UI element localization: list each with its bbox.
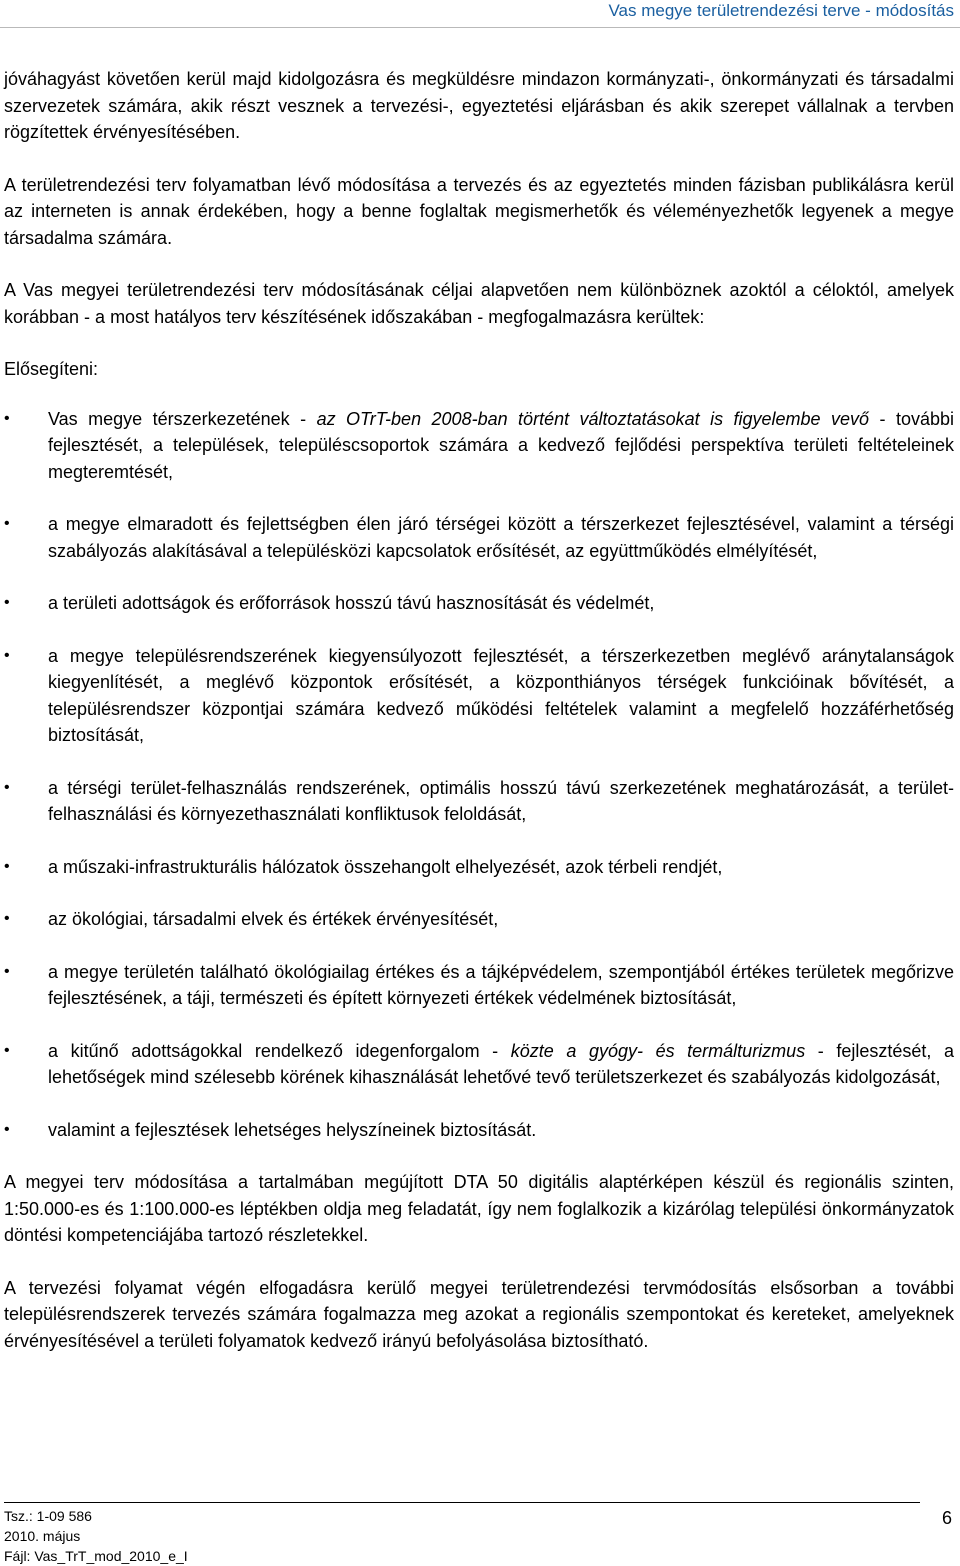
paragraph-publication: A területrendezési terv folyamatban lévő módosítása a tervezés és az egyeztetés minden fázisban publikálásra kerül az interneten is annak érdekében, hogy a benne foglaltak megismerhetők és véleményezhetők legyenek a megye társadalma számára. bbox=[4, 174, 954, 248]
page-number: 6 bbox=[941, 1508, 952, 1528]
list-item: • a kitűnő adottságokkal rendelkező idegenforgalom - közte a gyógy- és termálturizmus - fejlesztését, a lehetőségek mind szélesebb körének kihasználását lehetővé tevő területszerkezet és szabályozás kidolgozását, bbox=[4, 1038, 954, 1091]
list-item: • a területi adottságok és erőforrások hosszú távú hasznosítását és védelmét, bbox=[4, 590, 954, 617]
list-item: • a műszaki-infrastrukturális hálózatok összehangolt elhelyezését, azok térbeli rendjét, bbox=[4, 854, 954, 881]
bullet-icon: • bbox=[4, 1041, 10, 1059]
bullet-icon: • bbox=[4, 409, 10, 427]
paragraph-dta50: A megyei terv módosítása a tartalmában megújított DTA 50 digitális alaptérképen készül és regionális szinten, 1:50.000-es és 1:100.000-es léptékben oldja meg feladatát, így nem foglalkozik a kizárólag települési önkormányzatok döntési kompetenciájába tartozó részletekkel. bbox=[4, 1172, 954, 1245]
running-header: Vas megye területrendezési terve - módosítás bbox=[608, 1, 954, 20]
bullet-icon: • bbox=[4, 594, 10, 611]
bullet-icon: • bbox=[4, 910, 10, 927]
list-item: • a megye elmaradott és fejlettségben élen járó térségei között a térszerkezet fejlesztésével, valamint a térségi szabályozás alakításával a településközi kapcsolatok erősítését, az együttműködés elmélyítését, bbox=[4, 511, 954, 564]
bullet-icon: • bbox=[4, 1120, 10, 1138]
bullet-icon: • bbox=[4, 962, 10, 980]
document-body bbox=[4, 66, 954, 1354]
bullet-icon: • bbox=[4, 778, 10, 796]
bullet-icon: • bbox=[4, 646, 10, 664]
footer-date: 2010. május bbox=[4, 1528, 81, 1544]
list-item: • az ökológiai, társadalmi elvek és értékek érvényesítését, bbox=[4, 906, 954, 933]
footer-divider bbox=[4, 1502, 920, 1503]
paragraph-conclusion: A tervezési folyamat végén elfogadásra kerülő megyei területrendezési tervmódosítás elsősorban a további településrendszerek tervezés számára fogalmazza meg azokat a regionális szempontokat és kereteket, amelyeknek érvényesítésével a területi folyamatok kedvező irányú befolyásolása biztosítható. bbox=[4, 1277, 954, 1351]
paragraph-elosegiteni: Elősegíteni: bbox=[4, 359, 99, 379]
goals-list bbox=[4, 406, 954, 1144]
footer-tsz: Tsz.: 1-09 586 bbox=[4, 1508, 92, 1524]
list-item: • a megye területén található ökológiailag értékes és a tájképvédelem, szempontjából értékes területek megőrizve fejlesztésének, a táji, természeti és épített környezeti értékek védelmének biztosítását, bbox=[4, 959, 954, 1012]
bullet-icon: • bbox=[4, 857, 10, 875]
list-item: • a térségi terület-felhasználás rendszerének, optimális hosszú távú szerkezetének meghatározását, a terület-felhasználási és környezethasználati konfliktusok feloldását, bbox=[4, 775, 954, 828]
paragraph-goals-intro: A Vas megyei területrendezési terv módosításának céljai alapvetően nem különböznek azoktól a céloktól, amelyek korábban - a most hatályos terv készítésének időszakában - megfogalmazásra kerültek: bbox=[4, 280, 954, 327]
paragraph-approval: jóváhagyást követően kerül majd kidolgozásra és megküldésre mindazon kormányzati-, önkormányzati és társadalmi szervezetek számára, akik részt vesznek a tervezési-, egyeztetési eljárásban és akik szerepet vállalnak a tervben rögzítettek érvényesítésében. bbox=[4, 69, 954, 142]
list-item: • Vas megye térszerkezetének - az OTrT-ben 2008-ban történt változtatásokat is figyelembe vevő - további fejlesztését, a települések, településcsoportok számára a kedvező fejlődési perspektíva területi feltételeinek megteremtését, bbox=[4, 406, 954, 486]
bullet-icon: • bbox=[4, 515, 10, 532]
list-item: • a megye településrendszerének kiegyensúlyozott fejlesztését, a térszerkezetben meglévő aránytalanságok kiegyenlítését, a meglévő központok erősítését, a központhiányos térségek funkcióinak bővítését, a településrendszer központjai számára kedvező működési feltételek valamint a megfelelő hozzáférhetőség biztosítását, bbox=[4, 643, 954, 749]
header-divider bbox=[0, 27, 960, 28]
list-item: • valamint a fejlesztések lehetséges helyszíneinek biztosítását. bbox=[4, 1117, 954, 1144]
footer-file: Fájl: Vas_TrT_mod_2010_e_I bbox=[4, 1548, 188, 1564]
footer-info bbox=[4, 1506, 188, 1566]
